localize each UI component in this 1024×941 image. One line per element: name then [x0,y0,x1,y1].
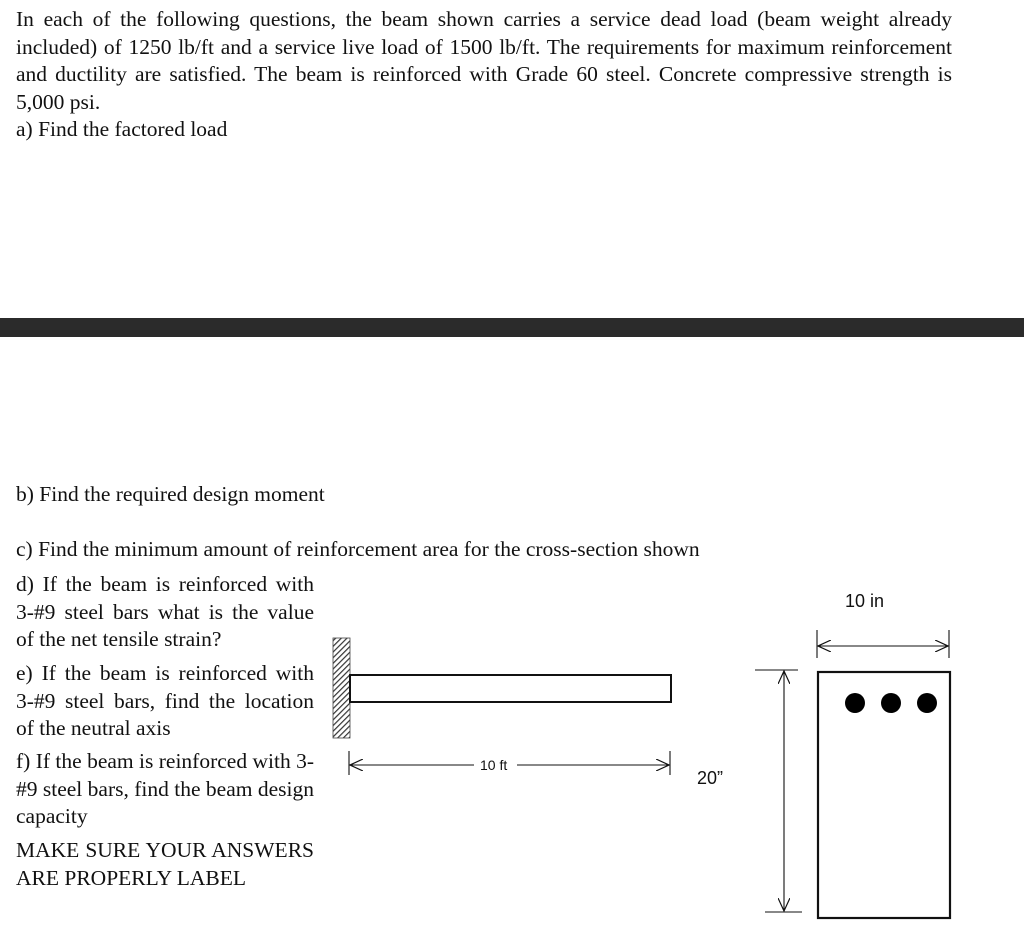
question-d: d) If the beam is reinforced with 3-#9 steel bars what is the value of the net tensile strain? [16,572,314,651]
rebar-2 [881,693,901,713]
fixed-support [333,638,350,738]
question-e: e) If the beam is reinforced with 3-#9 steel bars, find the location of the neutral axis [16,661,314,740]
height-label: 20” [697,768,724,788]
width-dimension [817,591,949,658]
question-c: c) Find the minimum amount of reinforcement area for the cross-section shown [16,537,700,561]
cantilever-beam [350,675,671,702]
divider-bar [0,318,1024,337]
rebar-group [845,693,937,713]
question-a: a) Find the factored load [16,117,228,141]
question-f: f) If the beam is reinforced with 3-#9 steel bars, find the beam design capacity [16,749,314,828]
rebar-1 [845,693,865,713]
beam-figure [0,560,1024,941]
answer-note: MAKE SURE YOUR ANSWERS ARE PROPERLY LABEL [16,838,314,890]
question-b: b) Find the required design moment [16,482,325,506]
width-label: 10 in [845,591,885,611]
span-label: 10 ft [480,757,508,773]
problem-statement: In each of the following questions, the beam shown carries a service dead load (beam weight already included) of 1250 lb/ft and a service live load of 1500 lb/ft. The requirements for maximum reinforcement and ductility are satisfied. The beam is reinforced with Grade 60 steel. Concrete compressive strength is 5,000 psi. [16,7,952,114]
rebar-3 [917,693,937,713]
height-dimension [697,670,802,912]
span-dimension [349,751,670,775]
